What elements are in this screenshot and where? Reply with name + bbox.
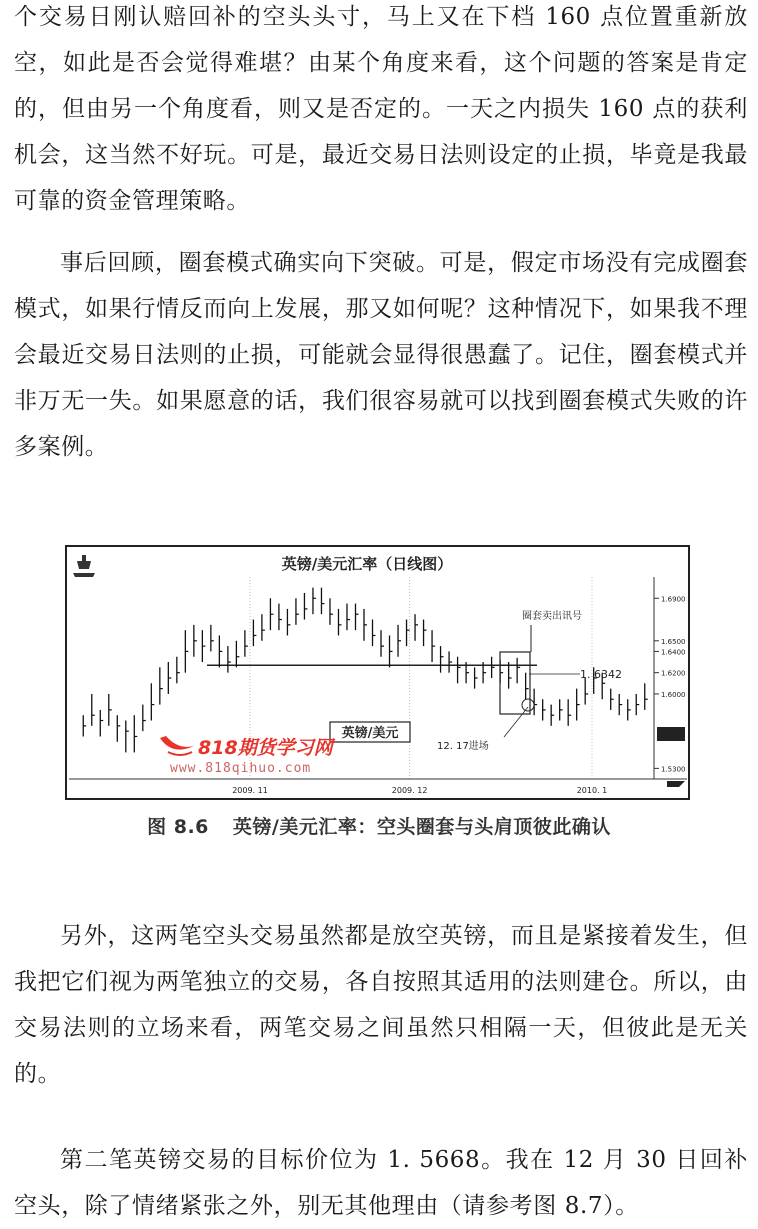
x-tick-label: 2009. 11 [232, 786, 268, 795]
y-tick-label: 1.5300 [661, 765, 686, 774]
chart-svg [67, 547, 688, 798]
scroll-arrow-icon [667, 781, 685, 787]
price-marker [657, 727, 685, 741]
paragraph-3: 另外，这两笔空头交易虽然都是放空英镑，而且是紧接着发生，但我把它们视为两笔独立的交易，各自按照其适用的法则建仓。所以，由交易法则的立场来看，两笔交易之间虽然只相隔一天，但彼此是无关的。 [14, 923, 748, 1087]
annotation-signal: 圈套卖出讯号 [522, 611, 582, 622]
watermark-logo-text: 818期货学习网 [198, 737, 333, 759]
logo-icon [73, 555, 95, 577]
x-tick-label: 2009. 12 [391, 786, 428, 795]
x-tick-label: 2010. 1 [576, 786, 608, 795]
chart-figure [65, 545, 690, 800]
y-tick-label: 1.6400 [661, 648, 686, 657]
entry-marker [522, 699, 534, 711]
figure-caption [0, 812, 758, 839]
y-tick-label: 1.6000 [661, 690, 686, 699]
paragraph-2: 事后回顾，圈套模式确实向下突破。可是，假定市场没有完成圈套模式，如果行情反而向上发展，那又如何呢？这种情况下，如果我不理会最近交易日法则的止损，可能就会显得很愚蠢了。记住，圈套模式并非万无一失。如果愿意的话，我们很容易就可以找到圈套模式失败的许多案例。 [14, 250, 748, 460]
annotation-entry: 12. 17进场 [437, 741, 489, 752]
paragraph-1: 个交易日刚认赔回补的空头头寸，马上又在下档 160 点位置重新放空，如此是否会觉得难堪？由某个角度来看，这个问题的答案是肯定的，但由另一个角度看，则又是否定的。一天之内损失 160 点的获利机会，这当然不好玩。可是，最近交易日法则设定的止损，毕竟是我最可靠的资金管理策略。 [14, 4, 748, 214]
y-axis [654, 595, 686, 773]
y-tick-label: 1.6900 [661, 595, 686, 604]
watermark-logo-icon [158, 734, 196, 758]
x-axis [232, 786, 607, 795]
y-tick-label: 1.6200 [661, 669, 686, 678]
legend-label: 英镑/美元 [341, 726, 399, 741]
watermark-url: www.818qihuo.com [170, 761, 312, 776]
paragraph-4: 第二笔英镑交易的目标价位为 1. 5668。我在 12 月 30 日回补空头，除了情绪紧张之外，别无其他理由（请参考图 8.7）。 [14, 1147, 748, 1219]
chart-title: 英镑/美元汇率（日线图） [281, 555, 453, 573]
caption-number: 图 8.6 [147, 816, 209, 838]
caption-text: 英镑/美元汇率：空头圈套与头肩顶彼此确认 [232, 816, 611, 838]
annotation-level: 1. 6342 [580, 668, 622, 681]
y-tick-label: 1.6500 [661, 637, 686, 646]
